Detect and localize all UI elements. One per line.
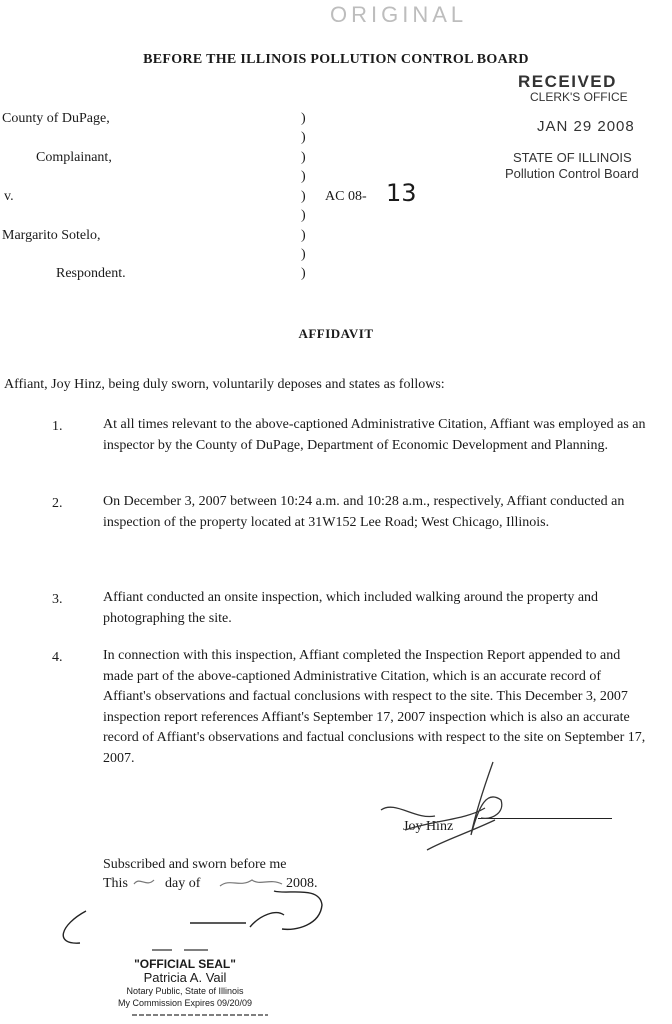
seal-title: "OFFICIAL SEAL" — [134, 957, 236, 971]
paragraph-number: 4. — [52, 650, 63, 665]
case-number-handwritten: 13 — [386, 179, 417, 207]
affidavit-intro: Affiant, Joy Hinz, being duly sworn, voluntarily deposes and states as follows: — [4, 377, 445, 392]
paragraph-number: 1. — [52, 419, 63, 434]
affidavit-title: AFFIDAVIT — [298, 326, 374, 341]
caption-paren: ) — [301, 150, 306, 165]
jurat-day-of: day of — [165, 876, 201, 891]
seal-name: Patricia A. Vail — [143, 970, 227, 985]
affiant-name: Joy Hinz — [403, 819, 454, 834]
jurat-this: This — [103, 876, 128, 891]
received-stamp-title: RECEIVED — [518, 72, 617, 91]
complainant-name: County of DuPage, — [2, 111, 110, 126]
case-number-prefix: AC 08- — [325, 189, 367, 204]
paragraph-number: 3. — [52, 592, 63, 607]
board-header: BEFORE THE ILLINOIS POLLUTION CONTROL BOARD — [143, 52, 529, 67]
caption-paren: ) — [301, 208, 306, 223]
received-stamp-office: CLERK'S OFFICE — [530, 90, 628, 104]
caption-paren: ) — [301, 130, 306, 145]
caption-paren: ) — [301, 247, 306, 262]
complainant-role: Complainant, — [36, 150, 112, 165]
seal-notary: Notary Public, State of Illinois — [126, 986, 244, 996]
paragraph-text: On December 3, 2007 between 10:24 a.m. and 10:28 a.m., respectively, Affiant conducted an inspection of the property located at 31W152 Lee Road; West Chicago, Illinois. — [103, 494, 625, 530]
caption-paren: ) — [301, 111, 306, 126]
paragraph-number: 2. — [52, 496, 63, 511]
affiant-signature — [375, 760, 495, 860]
caption-paren: ) — [301, 169, 306, 184]
original-stamp: ORIGINAL — [330, 2, 468, 27]
caption-paren: ) — [301, 189, 306, 204]
signature-line — [478, 818, 612, 819]
versus: v. — [4, 189, 14, 204]
received-stamp-state: STATE OF ILLINOIS — [513, 150, 632, 165]
respondent-role: Respondent. — [56, 266, 126, 281]
seal-border-mark — [130, 1011, 270, 1019]
paragraph-text: Affiant conducted an onsite inspection, which included walking around the property and photographing the site. — [103, 590, 599, 626]
seal-commission: My Commission Expires 09/20/09 — [117, 998, 253, 1008]
jurat-year: 2008. — [286, 876, 318, 891]
paragraph-text: In connection with this inspection, Affiant completed the Inspection Report appended to and made part of the above-captioned Administrative Citation, which is an accurate record of Affiant's observations and factual conclusions with respect to the site. This December 3, 2007 inspection report references Affiant's September 17, 2007 inspection which is also an accurate record of Affiant's observations and factual conclusions with respect to the site on September 17, 2007. — [103, 648, 646, 766]
seal-border-mark — [150, 944, 230, 954]
caption-paren: ) — [301, 228, 306, 243]
caption-paren: ) — [301, 266, 306, 281]
jurat-line: Subscribed and sworn before me — [103, 857, 287, 872]
received-stamp-date: JAN 29 2008 — [537, 118, 635, 135]
respondent-name: Margarito Sotelo, — [2, 228, 101, 243]
received-stamp-board: Pollution Control Board — [505, 166, 639, 181]
paragraph-text: At all times relevant to the above-captioned Administrative Citation, Affiant was employed as an inspector by the County of DuPage, Department of Economic Development and Planning. — [103, 417, 646, 453]
